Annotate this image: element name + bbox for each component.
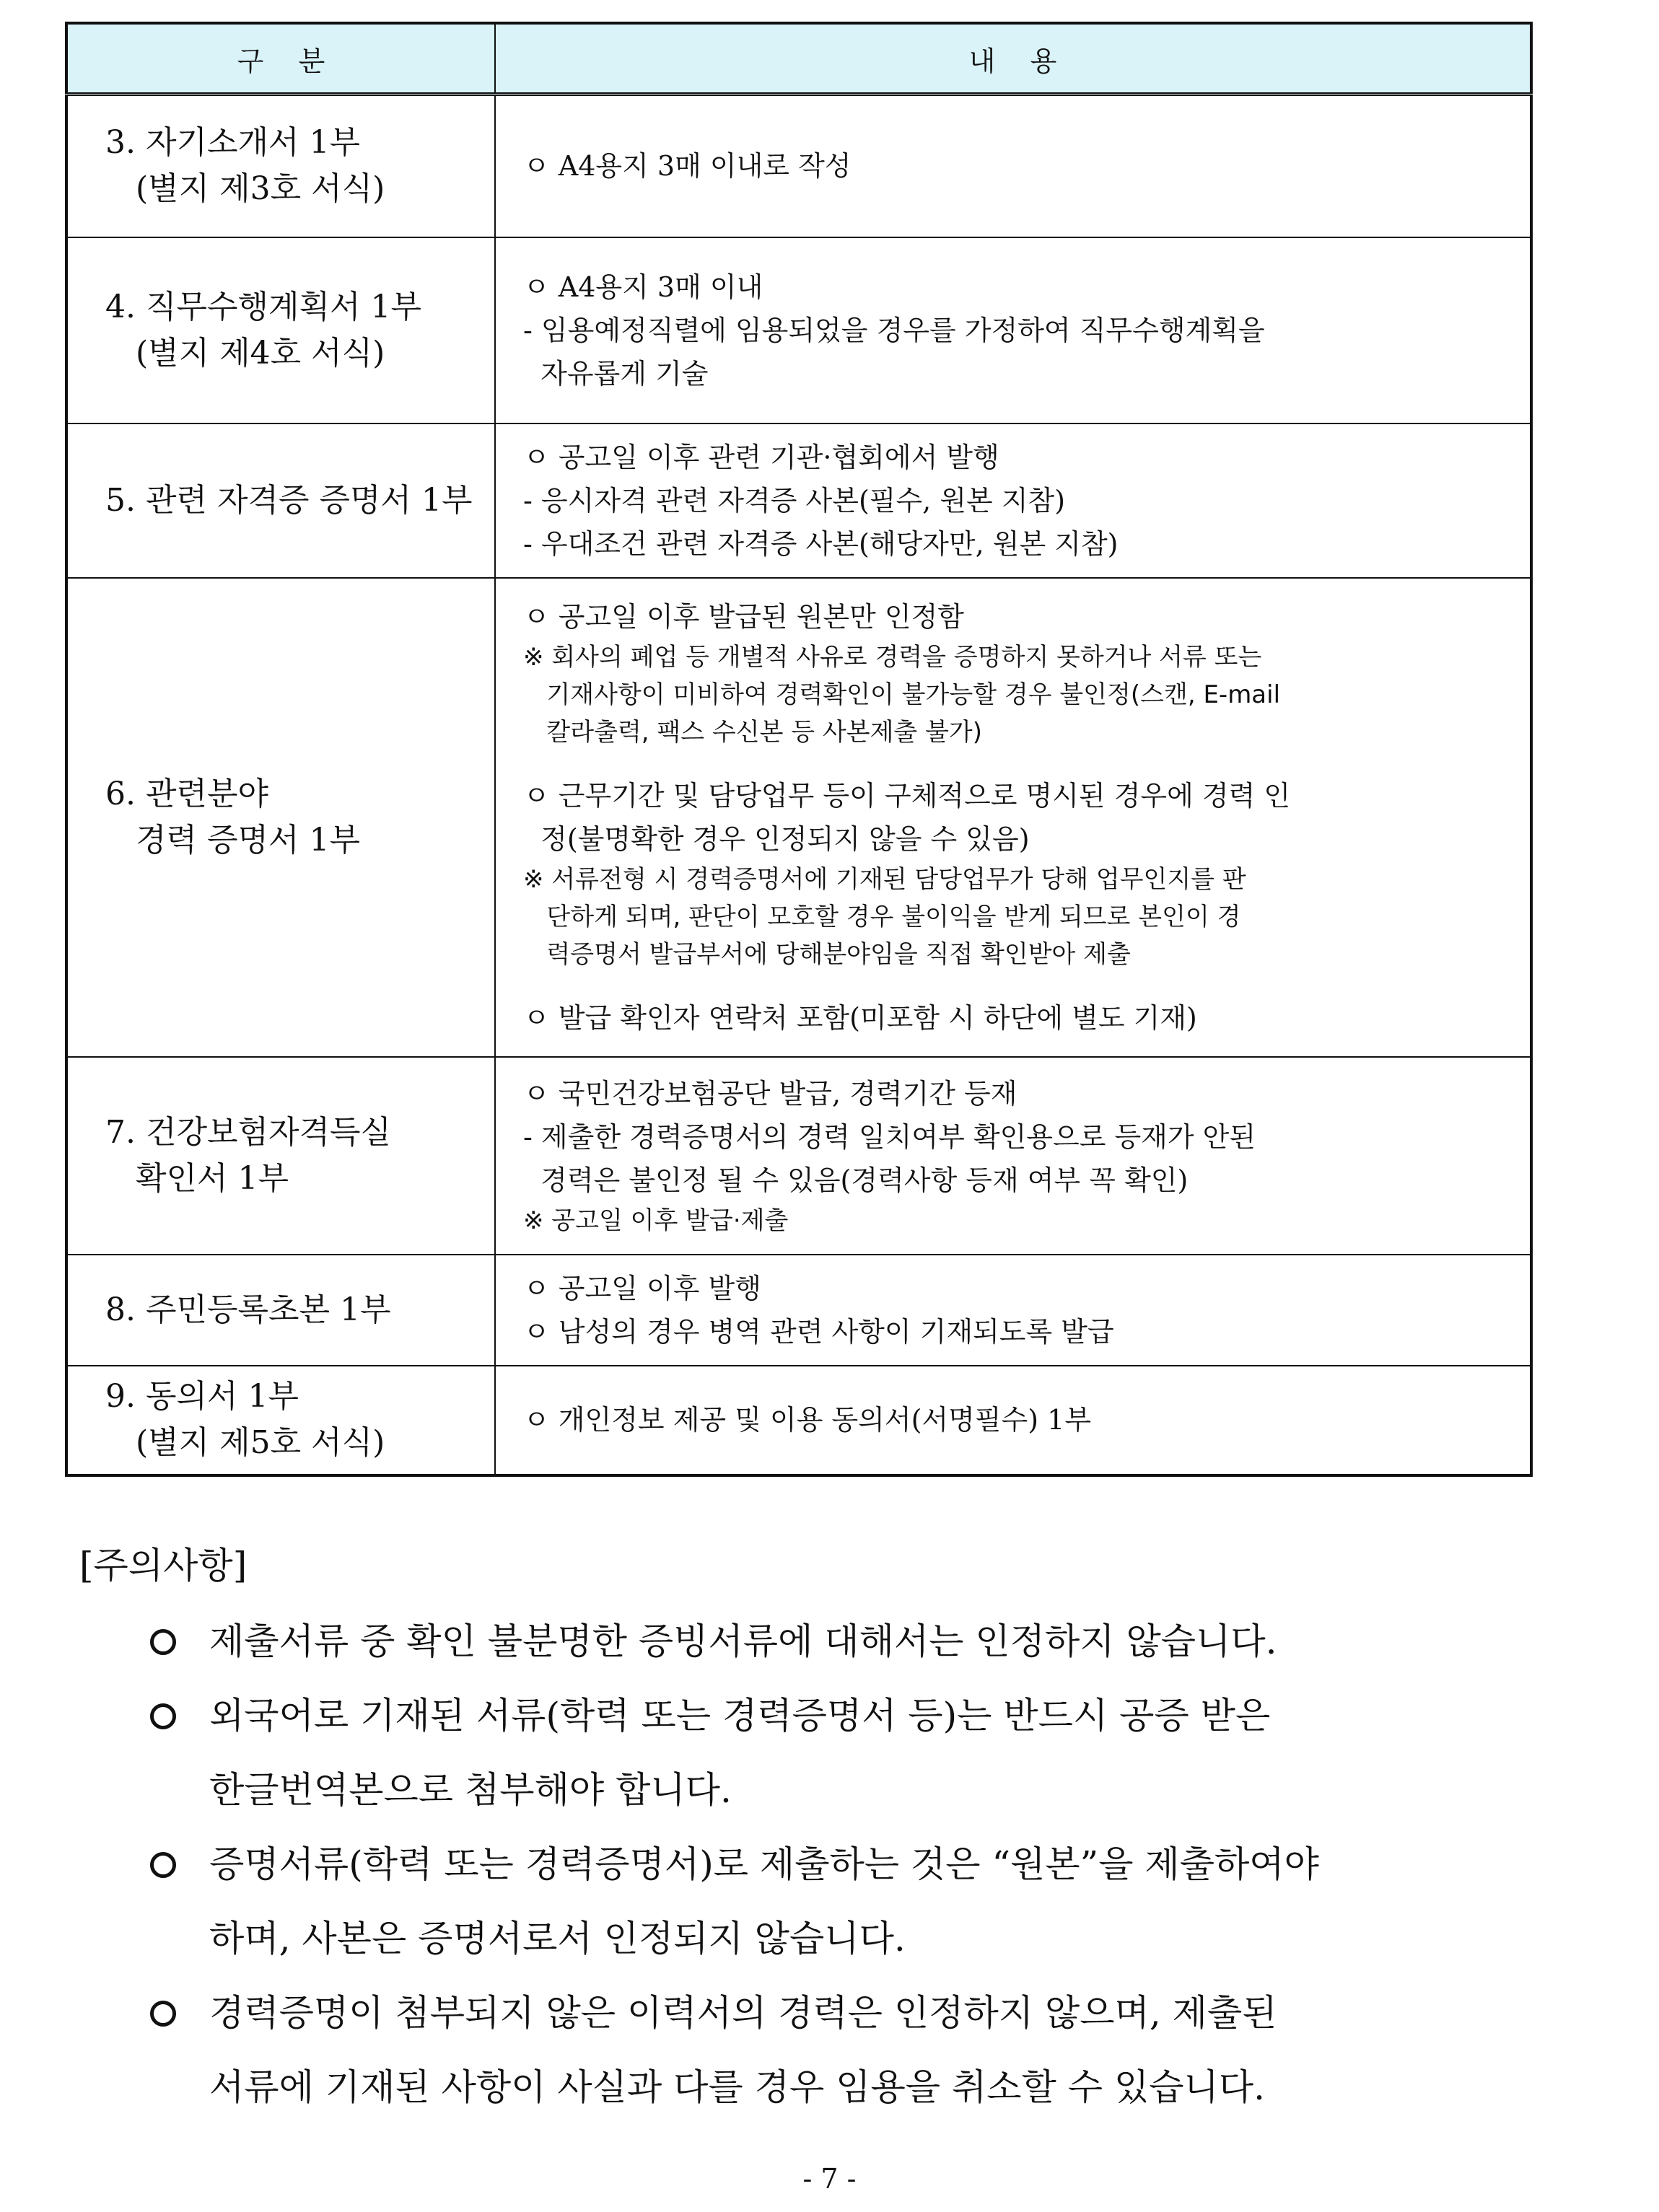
note-text: 서류에 기재된 사항이 사실과 다를 경우 임용을 취소할 수 있습니다. xyxy=(209,2066,1266,2108)
note-text: 한글번역본으로 첨부해야 합니다. xyxy=(209,1769,732,1811)
spacer xyxy=(523,973,1526,996)
row-category: 5. 관련 자격증 증명서 1부 xyxy=(66,423,495,578)
content-line: - 임용예정직렬에 임용되었을 경우를 가정하여 직무수행계획을 xyxy=(523,314,1265,346)
content-line: 정(불명확한 경우 인정되지 않을 수 있음) xyxy=(523,822,1030,855)
notes-section xyxy=(79,1537,1544,2125)
table-row xyxy=(66,1366,1531,1475)
note-text: 제출서류 중 확인 불분명한 증빙서류에 대해서는 인정하지 않습니다. xyxy=(209,1620,1277,1662)
notes-list xyxy=(79,1605,1544,2125)
content-line: - 우대조건 관련 자격증 사본(해당자만, 원본 지참) xyxy=(523,527,1119,560)
content-note-line: 력증명서 발급부서에 당해분야임을 직접 확인받아 제출 xyxy=(523,939,1131,969)
table-row xyxy=(66,237,1531,423)
circle-bullet-icon xyxy=(150,1629,176,1655)
content-line: - 제출한 경력증명서의 경력 일치여부 확인용으로 등재가 안된 xyxy=(523,1120,1256,1153)
row-content xyxy=(495,1366,1531,1475)
circle-bullet-icon xyxy=(150,1852,176,1878)
row-content xyxy=(495,423,1531,578)
notes-title: [주의사항] xyxy=(79,1545,248,1586)
content-line: ㅇ 근무기간 및 담당업무 등이 구체적으로 명시된 경우에 경력 인 xyxy=(523,779,1291,812)
content-line: 경력은 불인정 될 수 있음(경력사항 등재 여부 꼭 확인) xyxy=(523,1164,1189,1196)
header-category: 구 분 xyxy=(66,23,495,95)
note-text: 경력증명이 첨부되지 않은 이력서의 경력은 인정하지 않으며, 제출된 xyxy=(209,1992,1277,2034)
list-item xyxy=(79,1679,1544,1827)
circle-bullet-icon xyxy=(150,2001,176,2027)
table-header-row xyxy=(66,23,1531,95)
row-category: 6. 관련분야 경력 증명서 1부 xyxy=(66,578,495,1057)
content-line: 자유롭게 기술 xyxy=(523,357,709,390)
note-text: 증명서류(학력 또는 경력증명서)로 제출하는 것은 “원본”을 제출하여야 xyxy=(209,1843,1319,1885)
content-line: - 응시자격 관련 자격증 사본(필수, 원본 지참) xyxy=(523,484,1066,517)
table-row xyxy=(66,1057,1531,1255)
page-number: - 7 - xyxy=(802,2163,857,2195)
content-line: ㅇ 개인정보 제공 및 이용 동의서(서명필수) 1부 xyxy=(523,1404,1092,1436)
content-note-line: ※ 회사의 폐업 등 개별적 사유로 경력을 증명하지 못하거나 서류 또는 xyxy=(523,642,1262,672)
content-line: ㅇ 국민건강보험공단 발급, 경력기간 등재 xyxy=(523,1077,1017,1110)
requirements-table xyxy=(65,22,1533,1477)
circle-bullet-icon xyxy=(150,1703,176,1729)
note-text: 하며, 사본은 증명서로서 인정되지 않습니다. xyxy=(209,1918,906,1959)
content-line: ㅇ A4용지 3매 이내 xyxy=(523,271,763,303)
content-note-line: 기재사항이 미비하여 경력확인이 불가능할 경우 불인정(스캔, E-mail xyxy=(523,680,1281,709)
content-note-line: ※ 서류전형 시 경력증명서에 기재된 담당업무가 당해 업무인지를 판 xyxy=(523,864,1246,894)
row-content xyxy=(495,1057,1531,1255)
list-item xyxy=(79,1976,1544,2125)
row-category: 9. 동의서 1부 (별지 제5호 서식) xyxy=(66,1366,495,1475)
content-line: ㅇ A4용지 3매 이내로 작성 xyxy=(523,150,852,183)
row-category: 4. 직무수행계획서 1부 (별지 제4호 서식) xyxy=(66,237,495,423)
table-row xyxy=(66,423,1531,578)
content-line: ㅇ 발급 확인자 연락처 포함(미포함 시 하단에 별도 기재) xyxy=(523,1001,1197,1034)
content-note-line: 칼라출력, 팩스 수신본 등 사본제출 불가) xyxy=(523,717,983,747)
content-line: ㅇ 공고일 이후 발급된 원본만 인정함 xyxy=(523,600,965,633)
list-item xyxy=(79,1827,1544,1976)
row-category: 3. 자기소개서 1부 (별지 제3호 서식) xyxy=(66,95,495,237)
row-content xyxy=(495,95,1531,237)
list-item xyxy=(79,1605,1544,1679)
header-content: 내 용 xyxy=(495,23,1531,95)
table-row xyxy=(66,95,1531,237)
table-row xyxy=(66,578,1531,1057)
row-content xyxy=(495,1255,1531,1366)
content-line: ㅇ 공고일 이후 관련 기관·협회에서 발행 xyxy=(523,441,999,473)
table-row xyxy=(66,1255,1531,1366)
content-line: ㅇ 남성의 경우 병역 관련 사항이 기재되도록 발급 xyxy=(523,1315,1114,1348)
row-content xyxy=(495,237,1531,423)
content-line: ㅇ 공고일 이후 발행 xyxy=(523,1272,761,1304)
content-note-line: 단하게 되며, 판단이 모호할 경우 불이익을 받게 되므로 본인이 경 xyxy=(523,902,1241,931)
spacer xyxy=(523,751,1526,774)
row-category: 8. 주민등록초본 1부 xyxy=(66,1255,495,1366)
row-content xyxy=(495,578,1531,1057)
content-note-line: ※ 공고일 이후 발급·제출 xyxy=(523,1206,789,1235)
row-category: 7. 건강보험자격득실 확인서 1부 xyxy=(66,1057,495,1255)
note-text: 외국어로 기재된 서류(학력 또는 경력증명서 등)는 반드시 공증 받은 xyxy=(209,1695,1271,1737)
